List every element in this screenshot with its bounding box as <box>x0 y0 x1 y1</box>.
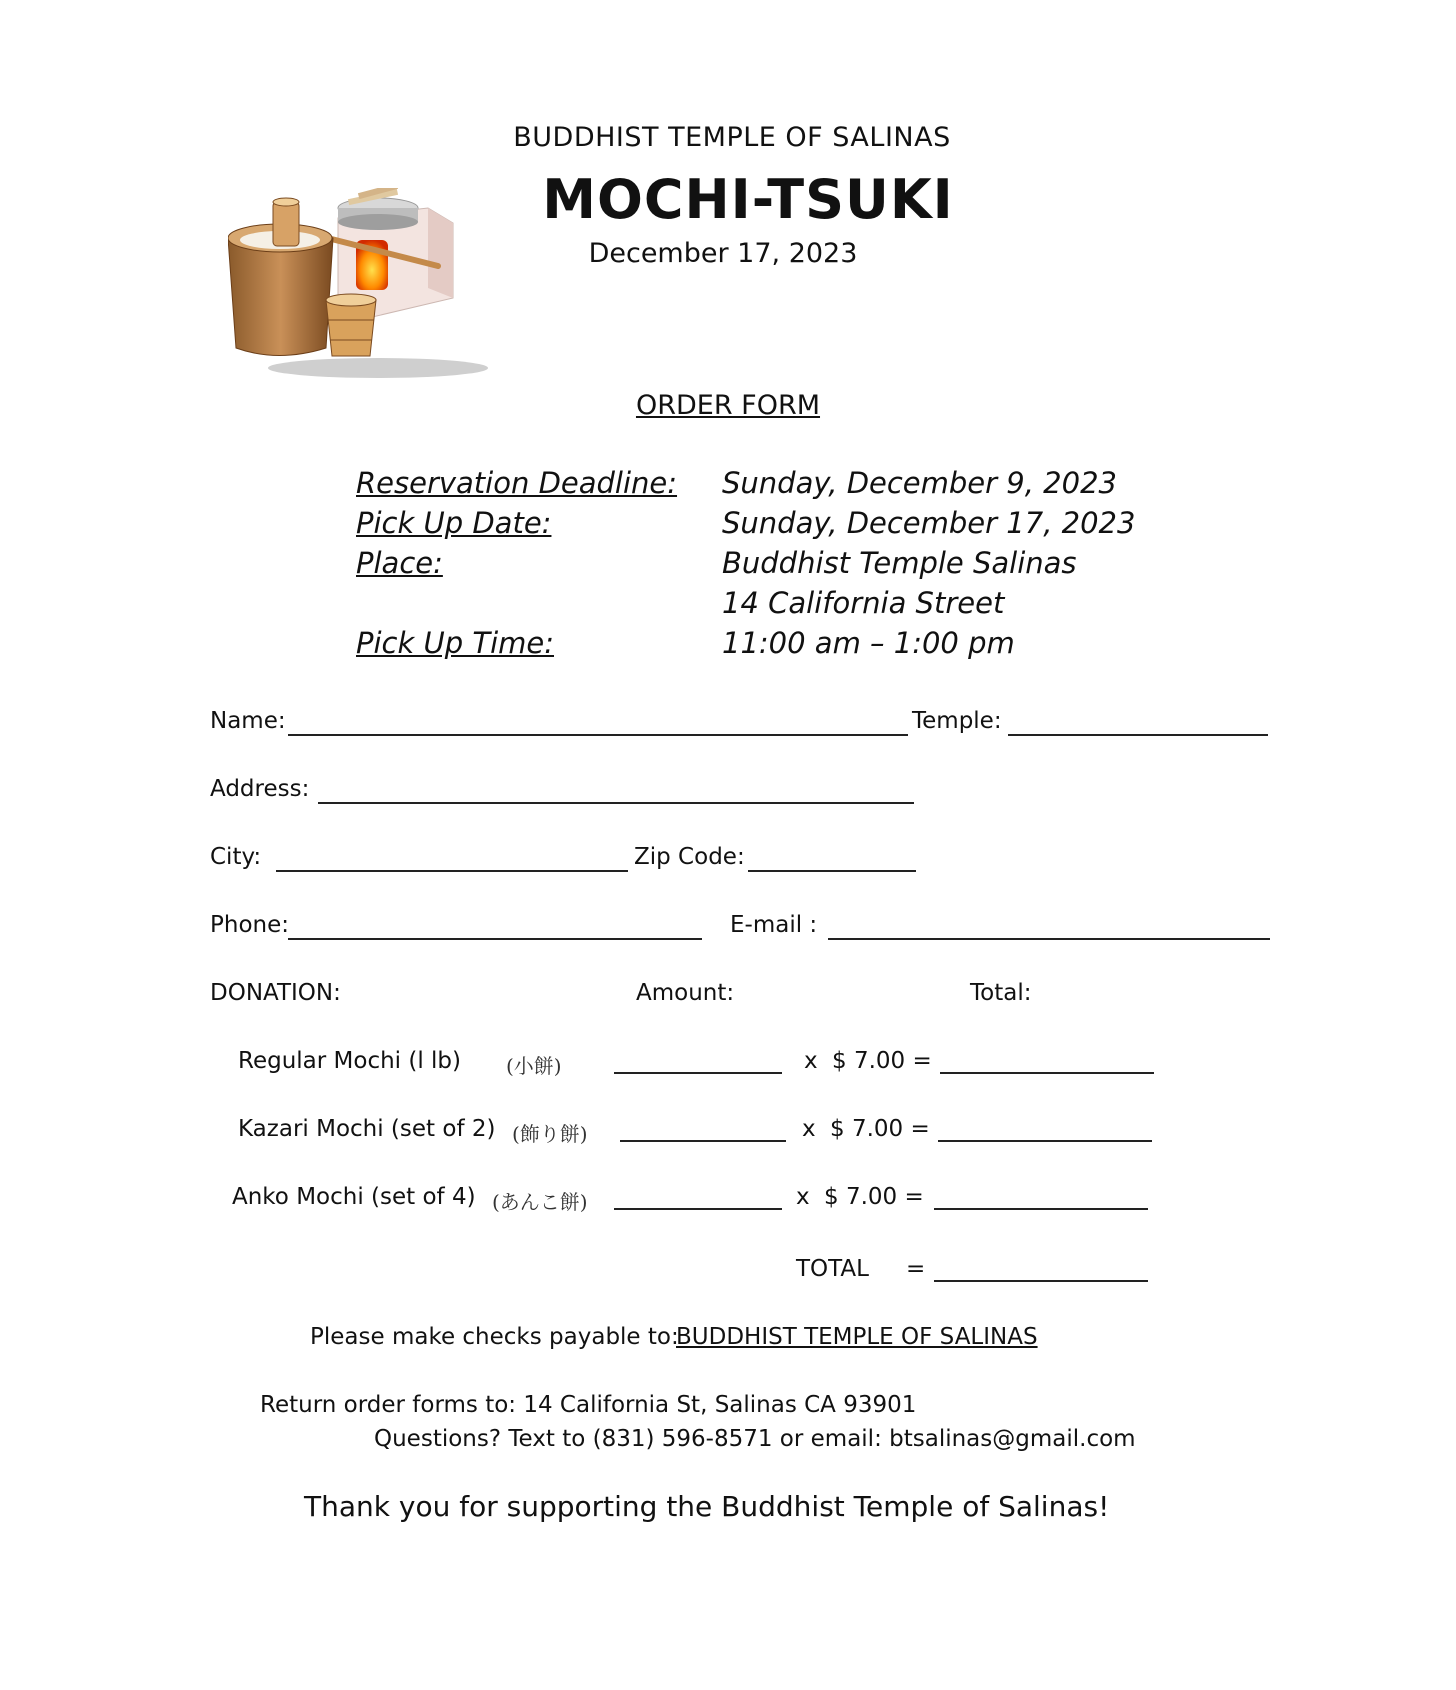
donation-heading: DONATION: <box>210 980 341 1006</box>
order-form-title <box>0 390 1456 421</box>
anko-mochi-japanese: (あんこ餅) <box>492 1190 588 1214</box>
pick-up-time-value: 11:00 am – 1:00 pm <box>722 626 1015 660</box>
event-date: December 17, 2023 <box>588 238 858 269</box>
city-field[interactable] <box>276 870 628 872</box>
event-title: MOCHI-TSUKI <box>542 168 954 231</box>
email-field[interactable] <box>828 938 1270 940</box>
name-field[interactable] <box>288 734 908 736</box>
organization-heading: BUDDHIST TEMPLE OF SALINAS <box>513 122 951 153</box>
anko-mochi-label: Anko Mochi (set of 4) <box>232 1184 476 1210</box>
mochi-pounding-illustration-icon <box>228 188 488 388</box>
regular-mochi-times: x <box>804 1048 818 1074</box>
address-field[interactable] <box>318 802 914 804</box>
email-label: E-mail : <box>730 912 818 938</box>
name-label: Name: <box>210 708 286 734</box>
temple-label: Temple: <box>912 708 1002 734</box>
kazari-mochi-times: x <box>802 1116 816 1142</box>
pick-up-date-value: Sunday, December 17, 2023 <box>722 506 1136 540</box>
grand-total-equals: = <box>906 1256 926 1282</box>
checks-payee: BUDDHIST TEMPLE OF SALINAS <box>676 1324 1038 1350</box>
order-form-title-text: ORDER FORM <box>635 390 821 421</box>
anko-mochi-total-field[interactable] <box>934 1208 1148 1210</box>
pick-up-time-label: Pick Up Time: <box>356 626 554 660</box>
temple-field[interactable] <box>1008 734 1268 736</box>
anko-mochi-times: x <box>796 1184 810 1210</box>
place-value: Buddhist Temple Salinas <box>722 546 1077 580</box>
phone-field[interactable] <box>288 938 702 940</box>
checks-payable-text: Please make checks payable to: <box>310 1324 679 1350</box>
kazari-mochi-label: Kazari Mochi (set of 2) <box>238 1116 496 1142</box>
regular-mochi-amount-field[interactable] <box>614 1072 782 1074</box>
thank-you-message: Thank you for supporting the Buddhist Temple of Salinas! <box>304 1490 1110 1523</box>
city-label: City: <box>210 844 262 870</box>
regular-mochi-label: Regular Mochi (l lb) <box>238 1048 462 1074</box>
phone-label: Phone: <box>210 912 289 938</box>
anko-mochi-price: $ 7.00 = <box>824 1184 924 1210</box>
zip-code-label: Zip Code: <box>634 844 745 870</box>
place-label: Place: <box>356 546 443 580</box>
address-label: Address: <box>210 776 310 802</box>
place-street-value: 14 California Street <box>722 586 1005 620</box>
regular-mochi-total-field[interactable] <box>940 1072 1154 1074</box>
kazari-mochi-price: $ 7.00 = <box>830 1116 930 1142</box>
grand-total-field[interactable] <box>934 1280 1148 1282</box>
reservation-deadline-value: Sunday, December 9, 2023 <box>722 466 1117 500</box>
kazari-mochi-amount-field[interactable] <box>620 1140 786 1142</box>
pick-up-date-label: Pick Up Date: <box>356 506 552 540</box>
anko-mochi-amount-field[interactable] <box>614 1208 782 1210</box>
return-address-line: Return order forms to: 14 California St, Salinas CA 93901 <box>260 1392 917 1418</box>
grand-total-label: TOTAL <box>796 1256 869 1282</box>
regular-mochi-price: $ 7.00 = <box>832 1048 932 1074</box>
kazari-mochi-japanese: (飾り餅) <box>512 1122 588 1146</box>
amount-heading: Amount: <box>636 980 735 1006</box>
questions-line: Questions? Text to (831) 596-8571 or email: btsalinas@gmail.com <box>374 1426 1136 1452</box>
regular-mochi-japanese: (小餅) <box>506 1054 562 1078</box>
reservation-deadline-label: Reservation Deadline: <box>356 466 678 500</box>
zip-code-field[interactable] <box>748 870 916 872</box>
total-heading: Total: <box>970 980 1032 1006</box>
kazari-mochi-total-field[interactable] <box>938 1140 1152 1142</box>
